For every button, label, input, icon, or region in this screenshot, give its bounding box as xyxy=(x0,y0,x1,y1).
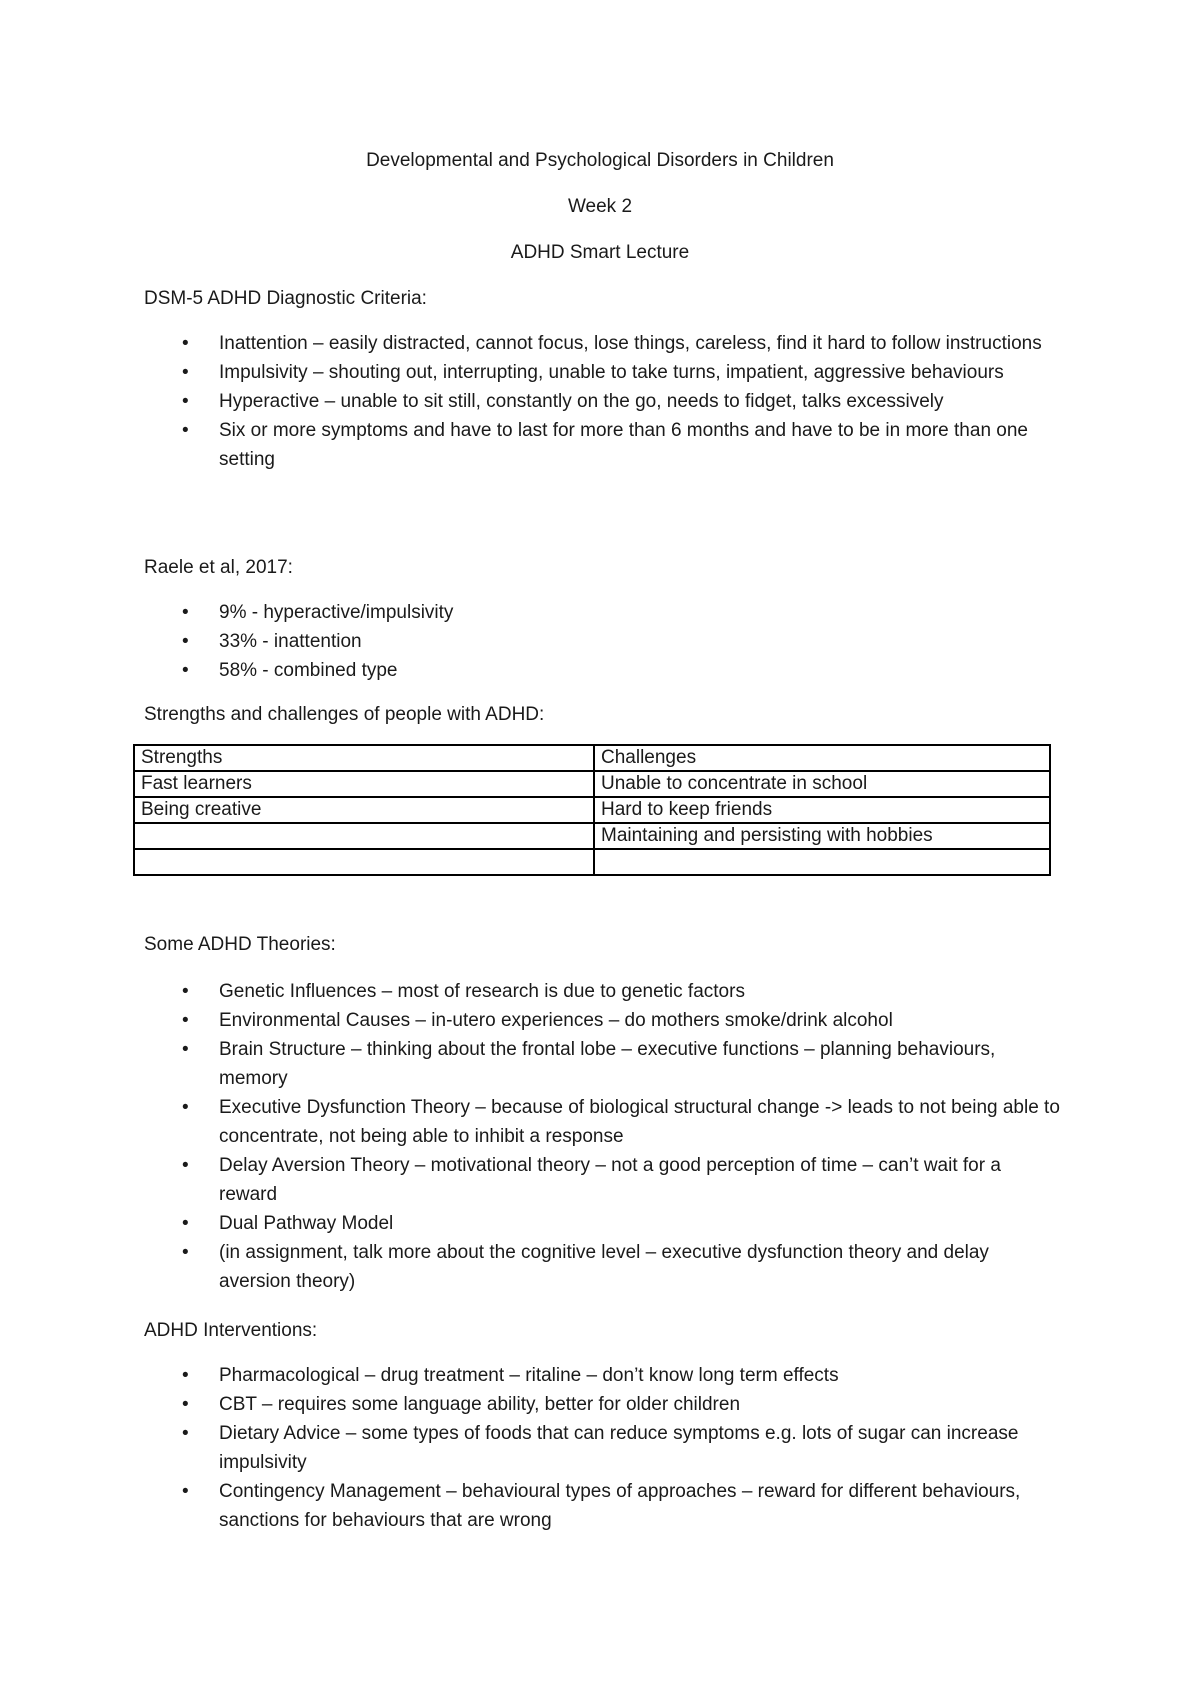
list-item: • Hyperactive – unable to sit still, constantly on the go, needs to fidget, talks excessively xyxy=(144,387,1060,416)
table-row xyxy=(134,823,1050,849)
list-item: • 33% - inattention xyxy=(144,627,1060,656)
table-cell: Strengths xyxy=(134,745,594,771)
list-item: • 58% - combined type xyxy=(144,656,1060,685)
theories-heading: Some ADHD Theories: xyxy=(144,934,336,955)
list-item: • Environmental Causes – in-utero experiences – do mothers smoke/drink alcohol xyxy=(144,1006,1060,1035)
table-cell: Challenges xyxy=(594,745,1050,771)
dsm-criteria-list xyxy=(144,329,1060,474)
table-cell: Hard to keep friends xyxy=(594,797,1050,823)
week-label: Week 2 xyxy=(567,196,633,217)
table-cell: Unable to concentrate in school xyxy=(594,771,1050,797)
list-item: • Six or more symptoms and have to last for more than 6 months and have to be in more than one setting xyxy=(144,416,1060,474)
list-item: • Dual Pathway Model xyxy=(144,1209,1060,1238)
dsm-heading: DSM-5 ADHD Diagnostic Criteria: xyxy=(144,288,427,309)
interventions-heading: ADHD Interventions: xyxy=(144,1320,318,1341)
theories-list xyxy=(144,977,1060,1296)
table-cell: Fast learners xyxy=(134,771,594,797)
strengths-heading: Strengths and challenges of people with ADHD: xyxy=(144,704,545,725)
table-cell: Being creative xyxy=(134,797,594,823)
list-item: • Executive Dysfunction Theory – because of biological structural change -> leads to not being able to concentrate, not being able to inhibit a response xyxy=(144,1093,1060,1151)
table-row xyxy=(134,849,1050,875)
lecture-title: ADHD Smart Lecture xyxy=(510,242,690,263)
list-item: • Genetic Influences – most of research is due to genetic factors xyxy=(144,977,1060,1006)
raele-heading: Raele et al, 2017: xyxy=(144,557,293,578)
raele-list xyxy=(144,598,1060,685)
interventions-list xyxy=(144,1361,1060,1535)
document-title: Developmental and Psychological Disorders in Children xyxy=(366,150,834,171)
table-row xyxy=(134,745,1050,771)
list-item: • Impulsivity – shouting out, interrupting, unable to take turns, impatient, aggressive behaviours xyxy=(144,358,1060,387)
table-row xyxy=(134,771,1050,797)
list-item: • Dietary Advice – some types of foods that can reduce symptoms e.g. lots of sugar can increase impulsivity xyxy=(144,1419,1060,1477)
list-item: • Pharmacological – drug treatment – ritaline – don’t know long term effects xyxy=(144,1361,1060,1390)
table-cell xyxy=(134,823,594,849)
strengths-challenges-table xyxy=(133,744,1051,876)
list-item: • Brain Structure – thinking about the frontal lobe – executive functions – planning behaviours, memory xyxy=(144,1035,1060,1093)
table-cell xyxy=(134,849,594,875)
list-item: • Contingency Management – behavioural types of approaches – reward for different behaviours, sanctions for behaviours that are wrong xyxy=(144,1477,1060,1535)
table-cell xyxy=(594,849,1050,875)
table-cell: Maintaining and persisting with hobbies xyxy=(594,823,1050,849)
list-item: • 9% - hyperactive/impulsivity xyxy=(144,598,1060,627)
list-item: • Inattention – easily distracted, cannot focus, lose things, careless, find it hard to follow instructions xyxy=(144,329,1060,358)
list-item: • Delay Aversion Theory – motivational theory – not a good perception of time – can’t wait for a reward xyxy=(144,1151,1060,1209)
list-item: • CBT – requires some language ability, better for older children xyxy=(144,1390,1060,1419)
table-row xyxy=(134,797,1050,823)
list-item: • (in assignment, talk more about the cognitive level – executive dysfunction theory and delay aversion theory) xyxy=(144,1238,1060,1296)
